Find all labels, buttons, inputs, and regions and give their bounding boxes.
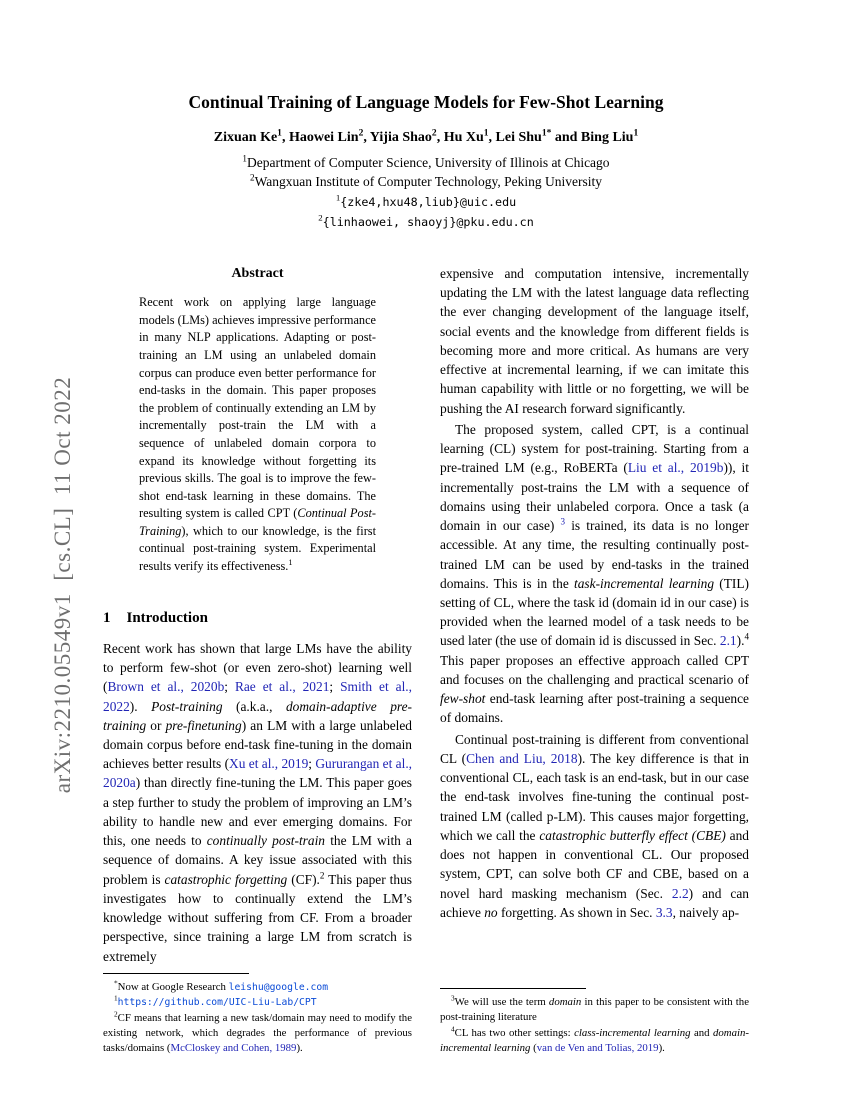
citation-link[interactable]: Chen and Liu, 2018	[466, 750, 578, 766]
citation-link[interactable]: Brown et al., 2020b	[107, 679, 225, 695]
text-segment-i: class-incremental learning	[574, 1027, 691, 1040]
footnote-2: $^2$CF means that learning a new task/domain may need to modify the existing network, which degrades the performance of previous tasks/domains (McCloskey and Cohen, 1989).	[103, 1009, 412, 1055]
footnote-4: $^4$CL has two other settings: class-incremental learning and domain-incremental learning (van de Ven and Tolias, 2019).	[440, 1024, 749, 1055]
body-paragraph-2: The proposed system, called CPT, is a continual learning (CL) system for post-training. Starting from a pre-trained LM (e.g., RoBERTa (Liu et al., 2019b)), it incrementally post-trains the LM with a sequence of domains using their unlabeled corpora. Once a task (a domain in our case) $^3$ is trained, its data is no longer accessible. At any time, the resulting continually post-trained LM can be used by end-tasks in the trained domains. This is in the task-incremental learning (TIL) setting of CL, where the task id (domain id in our case) is provided when the learned model of a task needs to be used later (the use of domain id is discussed in Sec. 2.1).$^4$ This paper proposes an effective approach called CPT and focuses on the challenging and practical scenario of few-shot end-task learning after post-training a sequence of domains.	[440, 421, 750, 726]
text-segment-sup: 2	[318, 212, 323, 223]
body-paragraph-3: Continual post-training is different from conventional CL (Chen and Liu, 2018). The key difference is that in conventional CL, each task is an end-task, but in our case the end-task involves fine-tuning the continual post-trained LM (called p-LM). This causes major forgetting, which we call the catastrophic butterfly effect (CBE) and does not happen in conventional CL. Our proposed system, CPT, can solve both CF and CBE, based on a novel hard masking mechanism (Sec. 2.2) and can achieve no forgetting. As shown in Sec. 3.3, naively ap-	[440, 731, 750, 920]
section-heading-introduction	[103, 610, 412, 627]
abstract-text: Recent work on applying large language models (LMs) achieves impressive performance in many NLP applications. Adapting or post-training an LM using an unlabeled domain corpus can produce even better performance for end-tasks in the domain. This paper proposes the problem of continually extending an LM by incrementally post-train the LM with a sequence of unlabeled domain corpora to expand its knowledge without forgetting its previous skills. The goal is to improve the few-shot end-task learning in these domains. The resulting system is called CPT (Continual Post-Training), which to our knowledge, is the first continual post-training system. Experimental results verify its effectiveness.$^1$	[139, 295, 377, 573]
footnote-ref[interactable]: 3	[560, 516, 566, 527]
text-segment-sup: 1	[242, 153, 248, 164]
affiliation-2: $^2$Wangxuan Institute of Computer Technology, Peking University	[249, 172, 602, 189]
footnote-1	[103, 995, 412, 1010]
citation-link[interactable]: Smith et al., 2022	[103, 679, 412, 714]
text-segment-sup: *	[114, 977, 118, 987]
citation-link[interactable]: 2.2	[671, 885, 689, 901]
section-number: 1	[103, 609, 111, 626]
body-paragraph-1: expensive and computation intensive, incrementally updating the LM with the latest language data reflecting the ever changing development of the language itself, social events and the knowledge from different fields is becoming more and more critical. As humans are very effective at incremental learning, if we can imitate this human capability with little or no forgetting, we will be pushing the AI research forward significantly.	[440, 266, 749, 416]
url-link[interactable]: https://github.com/UIC-Liu-Lab/CPT	[117, 997, 317, 1009]
citation-link[interactable]: Xu et al., 2019	[229, 756, 309, 772]
url-link[interactable]: leishu@google.com	[228, 981, 329, 993]
text-segment-sup: 1	[483, 128, 489, 139]
text-segment-i: task-incremental learning	[574, 575, 715, 591]
paper-title: Continual Training of Language Models for Few-Shot Learning	[188, 92, 664, 112]
text-segment-i: domain-adaptive pre-training	[103, 698, 413, 733]
text-segment-sup: 1	[114, 993, 118, 1003]
footnote-rule	[440, 988, 586, 989]
text-segment-mono: {linhaowei, shaoyj}@pku.edu.cn	[322, 215, 534, 229]
citation-link[interactable]: van de Ven and Tolias, 2019	[536, 1042, 659, 1055]
text-segment-sup: 2	[358, 128, 364, 139]
citation-link[interactable]: McCloskey and Cohen, 1989	[170, 1042, 297, 1055]
text-segment-i: pre-finetuning	[165, 717, 242, 733]
text-segment-i: Post-training	[151, 698, 223, 714]
right-column	[440, 264, 749, 1057]
abstract-block	[139, 264, 376, 588]
text-segment-sup: 3	[451, 993, 455, 1003]
text-segment-sup: 2	[319, 870, 325, 881]
text-segment-i: catastrophic butterfly effect (CBE)	[539, 827, 726, 843]
text-segment-i: domain-incremental learning	[440, 1027, 749, 1055]
text-segment-sup: 2	[114, 1009, 118, 1019]
text-segment-i: domain	[548, 996, 582, 1009]
intro-paragraph: Recent work has shown that large LMs have the ability to perform few-shot (or even zero-shot) learning well (Brown et al., 2020b; Rae et al., 2021; Smith et al., 2022). Post-training (a.k.a., domain-adaptive pre-training or pre-finetuning) an LM with a large unlabeled domain corpus before end-task fine-tuning in the domain achieves better results (Xu et al., 2019; Gururangan et al., 2020a) than directly fine-tuning the LM. This paper goes a step further to study the problem of improving an LM’s ability to handle new and ever emerging domains. For this, one needs to continually post-train the LM with a sequence of domains. A key issue associated with this problem is catastrophic forgetting (CF).$^2$ This paper thus investigates how to continually extend the LM’s knowledge without suffering from CF. From a broader perspective, since training a large LM from scratch is extremely	[103, 640, 413, 964]
authors-line: Zixuan Ke$^1$, Haowei Lin$^2$, Yijia Shao$^2$, Hu Xu$^1$, Lei Shu$^{1*}$ and Bing Liu$^1$	[213, 128, 639, 145]
email-line-1	[103, 194, 749, 210]
footnote-rule	[103, 973, 249, 974]
text-segment-sup: 2	[249, 172, 255, 183]
citation-link[interactable]: 2.1	[719, 633, 737, 649]
text-segment-sup: 1	[288, 557, 293, 567]
text-segment-mono: {zke4,hxu48,liub}@uic.edu	[340, 195, 517, 209]
section-title: Introduction	[126, 609, 208, 626]
text-segment-i: few-shot	[440, 691, 486, 707]
text-segment-sup: 2	[431, 128, 437, 139]
citation-link[interactable]: Gururangan et al., 2020a	[103, 756, 413, 791]
text-segment-i: catastrophic forgetting	[164, 871, 288, 887]
text-segment-sup: 4	[451, 1024, 455, 1034]
left-footnotes	[103, 973, 412, 1057]
citation-link[interactable]: 3.3	[655, 904, 673, 920]
two-column-body	[103, 264, 749, 1057]
text-segment-sup: 1*	[541, 128, 552, 139]
paper-content	[103, 92, 749, 1057]
email-line-2	[103, 214, 749, 230]
text-segment-i: Continual Post-Training	[139, 506, 377, 538]
text-segment-sup: 1	[633, 128, 639, 139]
right-footnotes	[440, 988, 749, 1057]
citation-link[interactable]: Rae et al., 2021	[234, 679, 330, 695]
arxiv-watermark: arXiv:2210.05549v1 [cs.CL] 11 Oct 2022	[50, 376, 75, 794]
text-segment-sup: 1	[335, 192, 341, 203]
citation-link[interactable]: Liu et al., 2019b	[627, 460, 724, 476]
footnote-star: *Now at Google Research leishu@google.com	[114, 977, 329, 993]
text-segment-sup: 1	[277, 128, 282, 139]
text-segment-i: continually post-train	[206, 833, 326, 849]
affiliation-1: $^1$Department of Computer Science, University of Illinois at Chicago	[242, 153, 610, 170]
left-column	[103, 264, 412, 1057]
text-segment-i: no	[484, 904, 498, 920]
text-segment-sup: 4	[744, 631, 749, 642]
footnote-3: $^3$We will use the term domain in this paper to be consistent with the post-training literature	[440, 993, 749, 1024]
abstract-heading: Abstract	[231, 266, 284, 281]
